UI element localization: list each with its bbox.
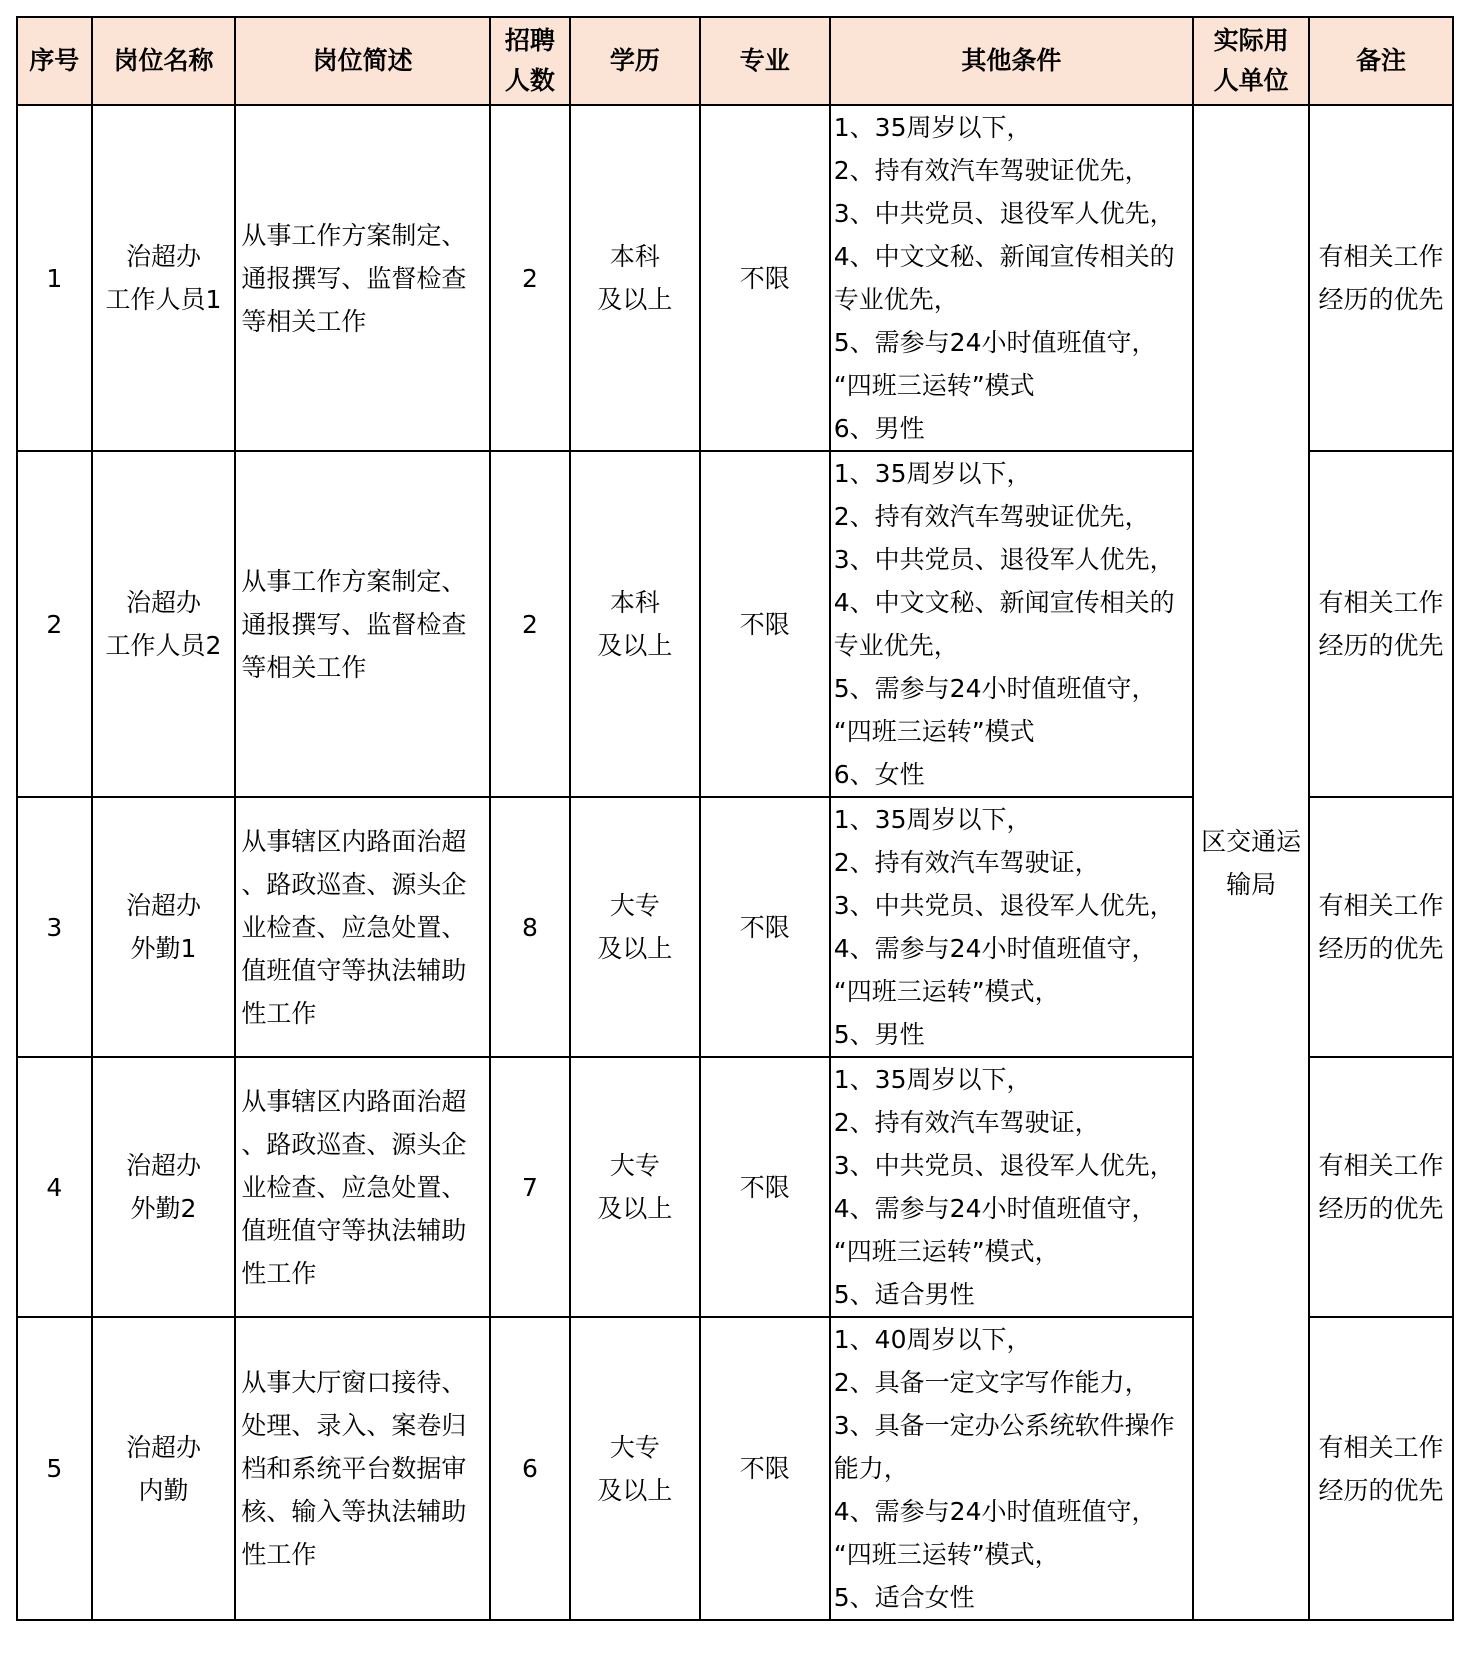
cell-note-line: 有相关工作 <box>1318 242 1444 271</box>
cell-seq: 5 <box>17 1317 92 1620</box>
cell-name <box>92 105 236 451</box>
cell-desc <box>235 1057 490 1317</box>
cell-note-line: 有相关工作 <box>1318 891 1444 920</box>
cell-cond-line: 3、中共党员、退役军人优先， <box>833 1151 1175 1180</box>
cell-desc-line: 性工作 <box>241 998 317 1028</box>
cell-edu-line: 及以上 <box>597 934 673 963</box>
cell-cond-line: 5、男性 <box>833 1020 925 1049</box>
cell-note <box>1309 797 1453 1057</box>
cell-desc-line: 处理、录入、案卷归 <box>241 1411 467 1440</box>
cell-cond-line: 1、35周岁以下， <box>833 805 1032 834</box>
cell-cond-line: 2、具备一定文字写作能力， <box>833 1368 1150 1397</box>
cell-seq: 3 <box>17 797 92 1057</box>
cell-desc-line: 从事辖区内路面治超 <box>241 1086 467 1116</box>
cell-desc-line: 档和系统平台数据审 <box>241 1454 467 1483</box>
cell-desc-line: 从事辖区内路面治超 <box>241 826 467 856</box>
cell-major: 不限 <box>700 797 830 1057</box>
cell-edu-line: 大专 <box>609 1432 660 1462</box>
cell-cond-line: 能力， <box>833 1454 909 1483</box>
cell-desc-line: 从事大厅窗口接待、 <box>241 1368 467 1397</box>
cell-num: 2 <box>490 105 570 451</box>
header-major: 专业 <box>700 17 830 105</box>
cell-cond-line: 6、男性 <box>833 414 925 443</box>
header-edu: 学历 <box>570 17 700 105</box>
cell-cond-line: 1、40周岁以下， <box>833 1325 1032 1354</box>
cell-cond <box>830 1317 1193 1620</box>
cell-unit-line: 输局 <box>1226 869 1277 899</box>
cell-edu <box>570 797 700 1057</box>
cell-note-line: 有相关工作 <box>1318 1151 1444 1180</box>
cell-note-line: 经历的优先 <box>1318 631 1444 660</box>
cell-cond-line: 3、中共党员、退役军人优先， <box>833 891 1175 920</box>
cell-cond <box>830 105 1193 451</box>
cell-desc-line: 值班值守等执法辅助 <box>241 1215 467 1245</box>
cell-note <box>1309 1057 1453 1317</box>
cell-unit <box>1193 105 1309 1620</box>
cell-cond-line: “四班三运转”模式， <box>833 977 1060 1006</box>
cell-desc-line: 、路政巡查、源头企 <box>241 1129 467 1159</box>
cell-edu-line: 大专 <box>609 891 660 920</box>
cell-desc-line: 从事工作方案制定、 <box>241 220 467 250</box>
cell-note-line: 有相关工作 <box>1318 1432 1444 1462</box>
cell-edu <box>570 1317 700 1620</box>
cell-cond <box>830 451 1193 797</box>
cell-note <box>1309 451 1453 797</box>
cell-major: 不限 <box>700 1317 830 1620</box>
cell-name-line: 工作人员2 <box>105 631 222 660</box>
cell-cond-line: “四班三运转”模式 <box>833 717 1035 746</box>
cell-desc-line: 业检查、应急处置、 <box>241 912 467 942</box>
table-body <box>17 105 1453 1620</box>
cell-cond <box>830 797 1193 1057</box>
cell-edu-line: 本科 <box>609 242 660 271</box>
header-name: 岗位名称 <box>92 17 236 105</box>
header-num-line1: 招聘 <box>504 26 555 55</box>
cell-name <box>92 797 236 1057</box>
cell-cond-line: 2、持有效汽车驾驶证优先， <box>833 502 1150 531</box>
cell-cond <box>830 1057 1193 1317</box>
cell-cond-line: 4、中文文秘、新闻宣传相关的 <box>833 242 1175 271</box>
cell-name-line: 内勤 <box>138 1475 189 1505</box>
cell-desc-line: 值班值守等执法辅助 <box>241 955 467 985</box>
cell-desc <box>235 105 490 451</box>
cell-name <box>92 451 236 797</box>
cell-num: 7 <box>490 1057 570 1317</box>
cell-cond-line: “四班三运转”模式， <box>833 1540 1060 1569</box>
cell-name-line: 治超办 <box>125 1432 201 1462</box>
cell-seq: 4 <box>17 1057 92 1317</box>
cell-name-line: 治超办 <box>125 242 201 271</box>
cell-name-line: 外勤2 <box>130 1194 197 1223</box>
header-num-line2: 人数 <box>504 66 555 95</box>
cell-edu-line: 大专 <box>609 1151 660 1180</box>
cell-edu <box>570 451 700 797</box>
cell-num: 2 <box>490 451 570 797</box>
cell-cond-line: “四班三运转”模式 <box>833 371 1035 400</box>
cell-edu-line: 及以上 <box>597 1475 673 1505</box>
cell-cond-line: 2、持有效汽车驾驶证， <box>833 848 1100 877</box>
header-row <box>17 17 1453 105</box>
cell-cond-line: 1、35周岁以下， <box>833 113 1032 142</box>
cell-note-line: 有相关工作 <box>1318 588 1444 617</box>
cell-note-line: 经历的优先 <box>1318 1194 1444 1223</box>
cell-cond-line: 3、中共党员、退役军人优先， <box>833 199 1175 228</box>
cell-desc <box>235 1317 490 1620</box>
cell-cond-line: “四班三运转”模式， <box>833 1237 1060 1266</box>
cell-name-line: 治超办 <box>125 588 201 617</box>
cell-edu-line: 及以上 <box>597 285 673 314</box>
cell-desc-line: 核、输入等执法辅助 <box>241 1497 467 1526</box>
cell-cond-line: 5、需参与24小时值班值守， <box>833 328 1157 357</box>
cell-name <box>92 1057 236 1317</box>
cell-name-line: 工作人员1 <box>105 285 222 314</box>
cell-desc-line: 、路政巡查、源头企 <box>241 869 467 899</box>
cell-desc-line: 性工作 <box>241 1540 317 1569</box>
cell-name-line: 治超办 <box>125 891 201 920</box>
cell-desc-line: 性工作 <box>241 1258 317 1288</box>
cell-note <box>1309 1317 1453 1620</box>
header-unit <box>1193 17 1309 105</box>
cell-cond-line: 专业优先， <box>833 631 959 660</box>
cell-cond-line: 专业优先， <box>833 285 959 314</box>
cell-note-line: 经历的优先 <box>1318 934 1444 963</box>
cell-desc <box>235 451 490 797</box>
cell-desc-line: 等相关工作 <box>241 306 367 336</box>
cell-desc-line: 通报撰写、监督检查 <box>241 609 467 639</box>
cell-major: 不限 <box>700 451 830 797</box>
cell-name-line: 外勤1 <box>130 934 197 963</box>
cell-edu-line: 及以上 <box>597 1194 673 1223</box>
cell-edu <box>570 105 700 451</box>
cell-desc <box>235 797 490 1057</box>
cell-name <box>92 1317 236 1620</box>
cell-seq: 2 <box>17 451 92 797</box>
header-desc: 岗位简述 <box>235 17 490 105</box>
cell-note-line: 经历的优先 <box>1318 285 1444 314</box>
cell-cond-line: 2、持有效汽车驾驶证， <box>833 1108 1100 1137</box>
header-unit-line2: 人单位 <box>1213 66 1289 95</box>
cell-cond-line: 3、具备一定办公系统软件操作 <box>833 1411 1175 1440</box>
cell-cond-line: 6、女性 <box>833 760 925 789</box>
cell-edu-line: 及以上 <box>597 631 673 660</box>
recruitment-table <box>16 16 1454 1621</box>
cell-seq: 1 <box>17 105 92 451</box>
header-seq: 序号 <box>17 17 92 105</box>
cell-cond-line: 1、35周岁以下， <box>833 1065 1032 1094</box>
cell-edu <box>570 1057 700 1317</box>
cell-note <box>1309 105 1453 451</box>
cell-cond-line: 4、需参与24小时值班值守， <box>833 1497 1157 1526</box>
header-note: 备注 <box>1309 17 1453 105</box>
cell-num: 8 <box>490 797 570 1057</box>
header-cond: 其他条件 <box>830 17 1193 105</box>
header-unit-line1: 实际用 <box>1213 26 1289 55</box>
cell-unit-line: 区交通运 <box>1201 826 1302 856</box>
cell-desc-line: 等相关工作 <box>241 652 367 682</box>
table-row <box>17 105 1453 451</box>
cell-cond-line: 4、中文文秘、新闻宣传相关的 <box>833 588 1175 617</box>
cell-cond-line: 4、需参与24小时值班值守， <box>833 934 1157 963</box>
header-num <box>490 17 570 105</box>
cell-cond-line: 4、需参与24小时值班值守， <box>833 1194 1157 1223</box>
cell-cond-line: 5、适合女性 <box>833 1583 975 1612</box>
cell-major: 不限 <box>700 105 830 451</box>
cell-num: 6 <box>490 1317 570 1620</box>
cell-cond-line: 1、35周岁以下， <box>833 459 1032 488</box>
cell-name-line: 治超办 <box>125 1151 201 1180</box>
cell-note-line: 经历的优先 <box>1318 1475 1444 1505</box>
cell-desc-line: 业检查、应急处置、 <box>241 1172 467 1202</box>
cell-cond-line: 5、适合男性 <box>833 1280 975 1309</box>
cell-desc-line: 从事工作方案制定、 <box>241 566 467 596</box>
cell-desc-line: 通报撰写、监督检查 <box>241 263 467 293</box>
cell-major: 不限 <box>700 1057 830 1317</box>
cell-cond-line: 2、持有效汽车驾驶证优先， <box>833 156 1150 185</box>
cell-cond-line: 5、需参与24小时值班值守， <box>833 674 1157 703</box>
cell-cond-line: 3、中共党员、退役军人优先， <box>833 545 1175 574</box>
cell-edu-line: 本科 <box>609 588 660 617</box>
